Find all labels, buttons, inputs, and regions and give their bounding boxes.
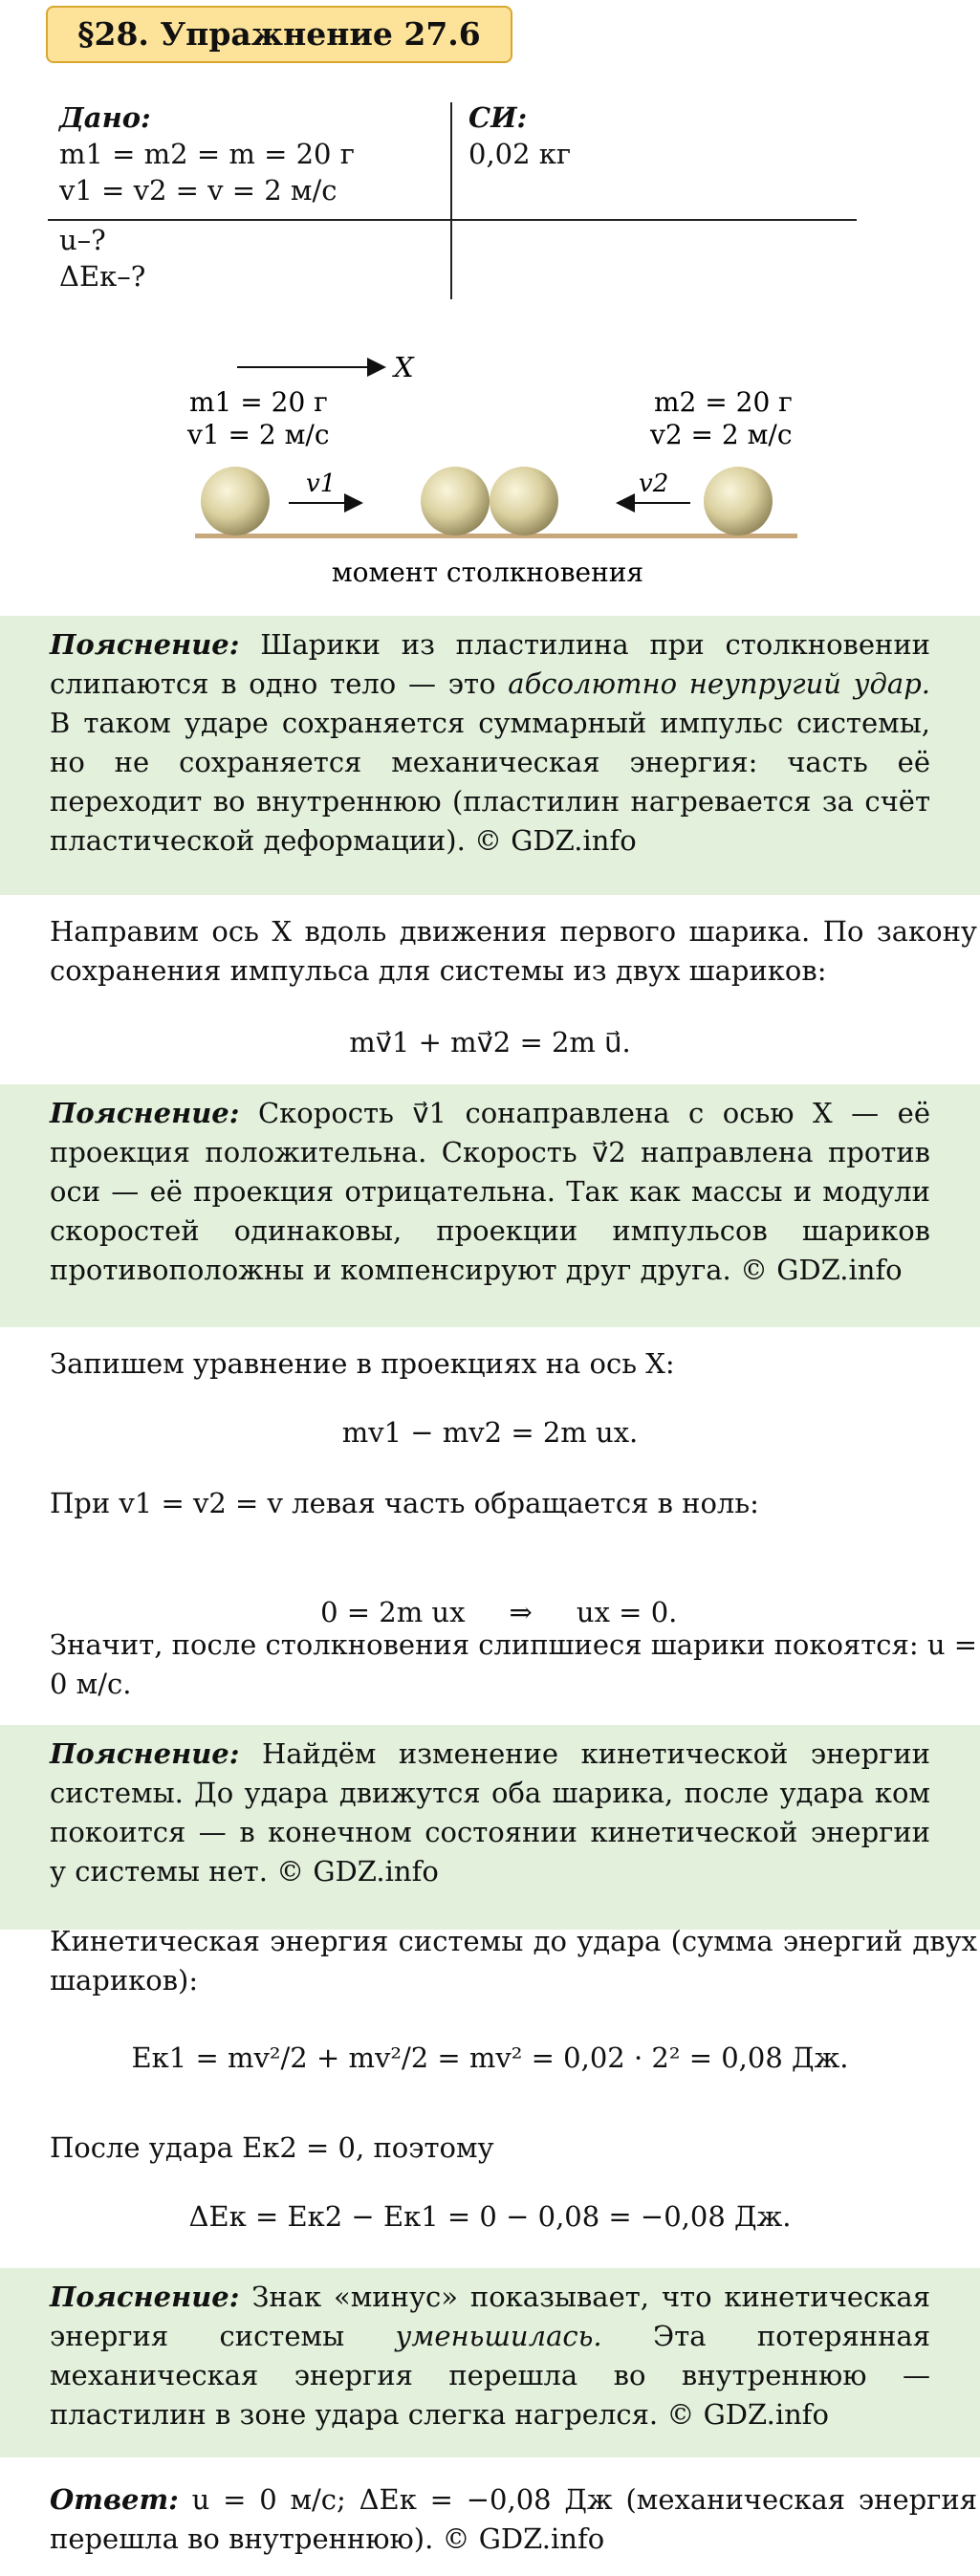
explanation-label: Пояснение: [50, 2281, 240, 2313]
x-axis-label: X [394, 351, 414, 383]
right-mass-label: m2 = 20 г [654, 386, 793, 418]
left-mass-label: m1 = 20 г [189, 386, 328, 418]
credit-text: © GDZ.info [666, 2398, 829, 2431]
explanation-text: Шарики из пластилина при столкновении слипаются в одно тело — это [50, 628, 931, 700]
equation-momentum-text: mv⃗1 + mv⃗2 = 2m u⃗. [349, 1026, 631, 1059]
given-divider-vertical [450, 102, 452, 299]
answer-credit: © GDZ.info [442, 2522, 605, 2555]
left-speed-label: v1 = 2 м/с [187, 419, 330, 450]
equation-projection [0, 1413, 980, 1452]
explanation-label: Пояснение: [50, 1097, 240, 1129]
si-label: СИ: [468, 101, 528, 134]
answer-block [50, 2480, 977, 2559]
equation-zero [0, 1555, 980, 1631]
figure-caption: момент столкновения [331, 557, 644, 588]
find-delta-e: ΔEк–? [59, 260, 146, 293]
answer-label: Ответ: [50, 2483, 179, 2516]
find-u: u–? [59, 224, 106, 256]
given-label: Дано: [59, 101, 151, 134]
given-line-mass: m1 = m2 = m = 20 г [59, 138, 355, 170]
credit-text: © GDZ.info [474, 824, 637, 857]
equation-momentum [0, 1023, 980, 1061]
right-ball [704, 467, 773, 535]
explanation-label: Пояснение: [50, 1737, 240, 1770]
equation-zero-text: 0 = 2m ux ⇒ ux = 0. [320, 1596, 678, 1628]
paragraph-projection: Запишем уравнение в проекциях на ось X: [50, 1347, 675, 1380]
explanation-emphasis: уменьшилась. [395, 2320, 602, 2352]
equation-delta-energy [0, 2197, 980, 2236]
explanation-text: Скорость v⃗1 сонаправлена с осью X — её проекция положительна. Скорость v⃗2 направлена против оси — её проекция отрицательна. Так как массы и модули скоростей одинаковы, проекции импульсов шариков противоположны и компенсируют друг друга. [50, 1097, 930, 1286]
explanation-text-cont: В таком ударе сохраняется суммарный импульс системы, но не сохраняется механическая энергия: часть её переходит во внутреннюю (пластилин нагревается за счёт пластической деформации). [50, 707, 930, 857]
explanation-box-4 [0, 2268, 980, 2457]
equation-delta-energy-text: ΔEк = Eк2 − Eк1 = 0 − 0,08 = −0,08 Дж. [188, 2200, 792, 2233]
explanation-text: Найдём изменение кинетической энергии системы. До удара движутся оба шарика, после удара ком покоится — в конечном состоянии кинетической энергии у системы нет. [50, 1737, 930, 1888]
paragraph-zero: При v1 = v2 = v левая часть обращается в ноль: [50, 1487, 759, 1519]
paragraph-after: После удара Eк2 = 0, поэтому [50, 2131, 494, 2164]
paragraph-kinetic: Кинетическая энергия системы до удара (сумма энергий двух шариков): [50, 1925, 977, 1997]
explanation-emphasis: абсолютно неупругий удар. [508, 667, 931, 700]
si-value: 0,02 кг [468, 138, 572, 170]
right-velocity-label: v2 [639, 469, 669, 498]
explanation-box-2 [0, 1084, 980, 1327]
given-line-speed: v1 = v2 = v = 2 м/с [59, 174, 338, 207]
paragraph-axis: Направим ось X вдоль движения первого шарика. По закону сохранения импульса для системы из двух шариков: [50, 915, 977, 987]
equation-kinetic-energy [0, 2039, 980, 2077]
answer-text: u = 0 м/с; ΔEк = −0,08 Дж (механическая энергия перешла во внутреннюю). [50, 2483, 977, 2555]
credit-text: © GDZ.info [276, 1855, 439, 1888]
exercise-title: §28. Упражнение 27.6 [46, 6, 512, 63]
si-block [468, 99, 571, 172]
middle-ball-right [490, 467, 558, 535]
given-divider-horizontal [48, 219, 857, 221]
equation-projection-text: mv1 − mv2 = 2m ux. [341, 1416, 639, 1449]
explanation-box-3 [0, 1725, 980, 1930]
credit-text: © GDZ.info [740, 1254, 903, 1286]
middle-ball-left [421, 467, 490, 535]
floor-line [195, 534, 797, 538]
given-block [59, 99, 355, 208]
collision-figure [0, 335, 980, 593]
explanation-text-cont: Эта потерянная механическая энергия перешла во внутреннюю — пластилин в зоне удара слегка нагрелся. [50, 2320, 931, 2431]
equation-kinetic-energy-text: Eк1 = mv²/2 + mv²/2 = mv² = 0,02 · 2² = 0,08 Дж. [131, 2041, 849, 2074]
right-speed-label: v2 = 2 м/с [650, 419, 793, 450]
paragraph-result-u: Значит, после столкновения слипшиеся шарики покоятся: u = 0 м/с. [50, 1628, 978, 1700]
find-block [59, 222, 145, 295]
explanation-label: Пояснение: [50, 628, 240, 661]
left-ball [201, 467, 270, 535]
explanation-text: Знак «минус» показывает, что кинетическая энергия системы [50, 2281, 930, 2352]
explanation-box-1 [0, 616, 980, 895]
left-velocity-label: v1 [306, 469, 337, 498]
